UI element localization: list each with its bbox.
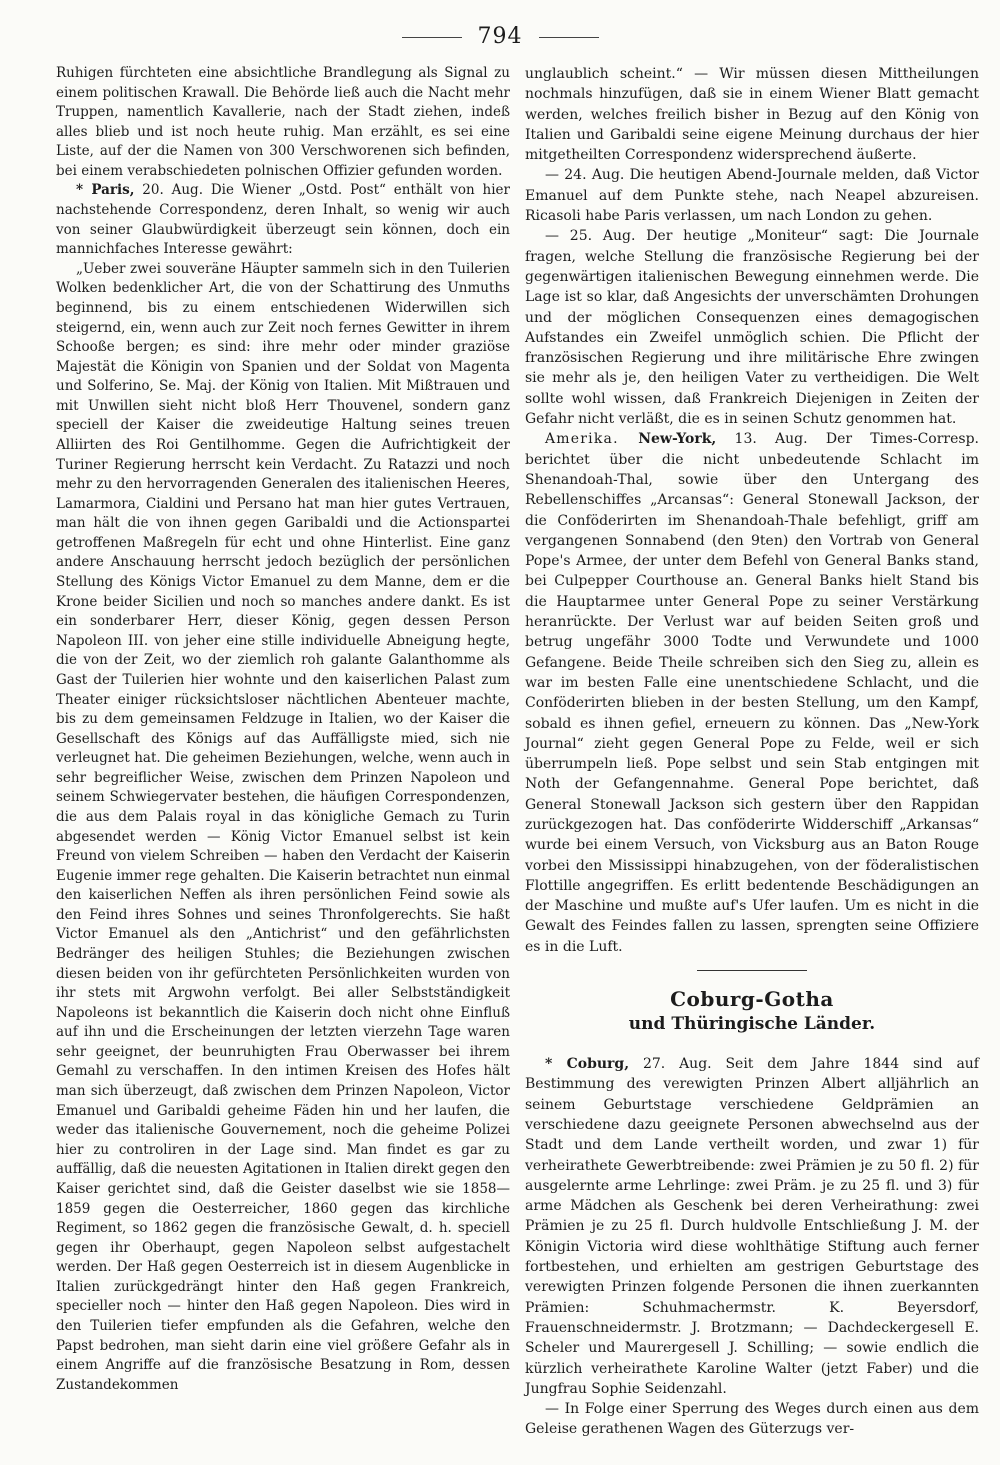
article-paris-continued: unglaublich scheint.“ — Wir müssen diesen Mittheilungen nochmals hinzufügen, daß sie in einem Wiener Blatt gemacht werden, welches freilich bisher in Bezug auf den König von Italien und Garibaldi seine eigene Meinung durchaus der hier mitgetheilten Correspondenz widersprechend äußerte. — [525, 66, 979, 164]
article-road-blockage: — In Folge einer Sperrung des Weges durch einen aus dem Geleise gerathenen Wagen des Güterzugs ver- — [525, 1401, 979, 1438]
dateline-coburg: * Coburg, — [545, 1056, 630, 1073]
section-subtitle: und Thüringische Länder. — [628, 1014, 876, 1035]
section-divider — [697, 970, 807, 971]
article-coburg — [525, 1054, 979, 1399]
article-aug-25: — 25. Aug. Der heutige „Moniteur“ sagt: Die Journale fragen, welche Stellung die französische Regierung bei der gegenwärtigen italienischen Bewegung einnehmen werde. Die Lage ist so klar, daß Angesichts der unverschämten Drohungen und der möglichen Consequenzen eines demagogischen Aufstandes ein Zweifel unmöglich schien. Die Pflicht der französischen Regierung und ihre militärische Ehre zwingen sie mehr als je, den heiligen Vater zu vertheidigen. Die Welt sollte wohl wissen, daß Frankreich Diejenigen in Zeiten der Gefahr nicht verläßt, die es in seinen Schutz genommen hat. — [525, 228, 979, 428]
article-america — [525, 429, 979, 957]
region-america: Amerika. — [545, 431, 639, 448]
section-title: Coburg-Gotha — [670, 987, 834, 1012]
article-paris-dateline — [56, 181, 510, 259]
dateline-new-york: New-York, — [638, 431, 717, 448]
article-coburg-text: 27. Aug. Seit dem Jahre 1844 sind auf Bestimmung des verewigten Prinzen Albert alljährlich an seinem Geburtstage verschiedene Geldprämien an verschiedene dazu geeignete Personen abwechselnd aus der Stadt und dem Lande vertheilt worden, und zwar 1) für verheirathete Gewerbtreibende: zwei Prämien je zu 50 fl. 2) für ausgelernte arme Lehrlinge: zwei Präm. je zu 25 fl. und 3) für arme Mädchen als Geschenk bei deren Verheirathung: zwei Prämien je zu 25 fl. Durch huldvolle Entschließung J. M. der Königin Victoria wird diese wohlthätige Stiftung auch ferner fortbestehen, und erhielten am gestrigen Geburtstage des verewigten Prinzen folgende Personen die ihnen zuerkannten Prämien: Schuhmachermstr. K. Beyersdorf, Frauenschneidermstr. J. Brotzmann; — Dachdeckergesell E. Scheler und Maurergesell J. Schilling; — sowie endlich die kürzlich verheirathete Karoline Walter (jetzt Faber) und die Jungfrau Sophie Seidenzahl. — [525, 1056, 979, 1397]
page-number: 794 — [0, 24, 1000, 49]
left-column — [56, 64, 510, 1395]
article-riot-rumor: Ruhigen fürchteten eine absichtliche Brandlegung als Signal zu einem politischen Krawall. Die Behörde ließ auch die Nacht mehr Truppen, namentlich Kavallerie, nach der Stadt ziehen, indeß alles blieb und ist noch heute ruhig. Man erzählt, es sei eine Liste, auf der die Namen von 300 Verschworenen sich befinden, bei einem verabschiedeten polnischen Offizier gefunden worden. — [56, 65, 510, 179]
article-paris-intro: 20. Aug. Die Wiener „Ostd. Post“ enthält von hier nachstehende Correspondenz, deren Inhalt, so wenig wir auch von seiner Glaubwürdigkeit überzeugt sein können, doch ein mannichfaches Interesse gewährt: — [56, 182, 511, 258]
article-paris-correspondence: „Ueber zwei souveräne Häupter sammeln sich in den Tuilerien Wolken bedenklicher Art, die von der Schattirung des Unmuths beginnend, bis zu einem entschiedenen Widerwillen sich steigernd, ein, wenn auch zur Zeit noch fernes Gewitter in ihrem Schooße bergen; es sind: ihre mehr oder minder graziöse Majestät die Königin von Spanien und der Soldat von Magenta und Solferino, Se. Maj. der König von Italien. Mit Mißtrauen und mit Unwillen sieht nicht bloß Herr Thouvenel, sondern ganz speciell der Kaiser die zweideutige Haltung seines treuen Alliirten des Roi Gentilhomme. Gegen die Aufrichtigkeit der Turiner Regierung herrscht kein Verdacht. Zu Ratazzi und noch mehr zu den hervorragenden Generalen des italienischen Heeres, Lamarmora, Cialdini und Persano hat man hier gutes Vertrauen, man hält die von ihnen gegen Garibaldi und die Actionspartei getroffenen Maßregeln für echt und ohne Hinterlist. Eine ganz andere Anschauung herrscht jedoch bezüglich der persönlichen Stellung des Königs Victor Emanuel zu dem Manne, dem er die Krone beider Sicilien und noch so manches andere dankt. Es ist ein sonderbarer Herr, dieser König, gegen dessen Person Napoleon III. von jeher eine stille individuelle Abneigung hegte, die von der Zeit, wo der ziemlich roh galante Galanthomme als Gast der Tuilerien hier wohnte und den kaiserlichen Palast zum Theater einiger rücksichtsloser nächtlichen Abenteuer machte, bis zu dem gemeinsamen Feldzuge in Italien, wo der Kaiser die Gesellschaft des Königs auf das Auffälligste mied, sich nie verleugnet hat. Die geheimen Beziehungen, welche, wenn auch in sehr begreiflicher Weise, zwischen dem Prinzen Napoleon und seinem Schwiegervater bestehen, die häufigen Correspondenzen, die aus dem Palais royal in das königliche Gemach zu Turin abgesendet werden — König Victor Emanuel selbst ist kein Freund von vielem Schreiben — haben den Verdacht der Kaiserin Eugenie immer rege gehalten. Die Kaiserin betrachtet nun einmal den kaiserlichen Neffen als ihren persönlichen Feind sowie als den Feind ihres Sohnes und seines Thronfolgerechts. Sie haßt Victor Emanuel als den „Antichrist“ und den gefährlichsten Bedränger des heiligen Stuhles; die Beziehungen zwischen diesen beiden von ihr gefürchteten Persönlichkeiten wurden von ihr stets mit Argwohn verfolgt. Bei aller Selbstständigkeit Napoleons ist bekanntlich die Kaiserin doch nicht ohne Einfluß auf ihn und die Erscheinungen der letzten vierzehn Tage waren sehr geeignet, der beunruhigten Frau Oberwasser bei ihrem Gemahl zu verschaffen. In den intimen Kreisen des Hofes hält man sich überzeugt, daß zwischen dem Prinzen Napoleon, Victor Emanuel und Garibaldi geheime Fäden hin und her laufen, die weder das italienische Gouvernement, noch die geheime Polizei hier zu controliren in der Lage sind. Man findet es gar zu auffällig, daß die neuesten Agitationen in Italien direkt gegen den Kaiser gerichtet sind, daß die Geister daselbst wie sie 1858—1859 gegen die Oesterreicher, 1860 gegen das kirchliche Regiment, so 1862 gegen die französische Gewalt, d. h. speciell gegen ihr Oberhaupt, gegen Napoleon selbst aufgestachelt werden. Der Haß gegen Oesterreich ist in diesem Augenblicke in Italien zurückgedrängt hinter den Haß gegen Frankreich, specieller noch — hinter den Haß gegen Napoleon. Dies wird in den Tuilerien tiefer empfunden als die Gefahren, welche den Papst bedrohen, man sieht darin eine viel größere Gefahr als in einem Angriffe auf die französische Besatzung in Rom, dessen Zustandekommen — [56, 260, 510, 1393]
article-aug-24: — 24. Aug. Die heutigen Abend-Journale melden, daß Victor Emanuel auf dem Punkte stehe, nach Neapel abzureisen. Ricasoli habe Paris verlassen, um nach London zu gehen. — [525, 167, 979, 225]
right-column — [525, 64, 979, 1440]
dateline-paris: * Paris, — [76, 182, 135, 199]
article-new-york-text: 13. Aug. Der Times-Corresp. berichtet über die nicht unbedeutende Schlacht im Shenandoah-Thal, sowie über den Untergang des Rebellenschiffes „Arcansas“: General Stonewall Jackson, der die Conföderirten im Shenandoah-Thale befehligt, griff am vergangenen Sonnabend (den 9ten) den Vortrab von General Pope's Armee, der unter dem Befehl von General Banks stand, bei Culpepper Courthouse an. General Banks hielt Stand bis die Hauptarmee unter General Pope zu seiner Verstärkung heranrückte. Der Verlust war auf beiden Seiten groß und betrug ungefähr 3000 Todte und Verwundete und 1000 Gefangene. Beide Theile schreiben sich den Sieg zu, allein es war im besten Falle eine unentschiedene Schlacht, und die Conföderirten blieben in der besten Stellung, um den Kampf, sobald es ihnen gefiel, erneuern zu können. Das „New-York Journal“ zieht gegen General Pope zu Felde, weil er sich überrumpeln ließ. Pope selbst und sein Stab entgingen mit Noth der Gefangennahme. General Pope berichtet, daß General Stonewall Jackson sich gestern über den Rappidan zurückgezogen hat. Das conföderirte Widderschiff „Arkansas“ wurde bei einem Versuch, von Vicksburg aus an Baton Rouge vorbei den Mississippi hinabzugehen, von der föderalistischen Flottille angegriffen. Es erlitt bedentende Beschädigungen an der Maschine und mußte auf's Ufer laufen. Um es nicht in die Gewalt des Feindes fallen zu lassen, sprengten seine Offiziere es in die Luft. — [525, 431, 979, 955]
